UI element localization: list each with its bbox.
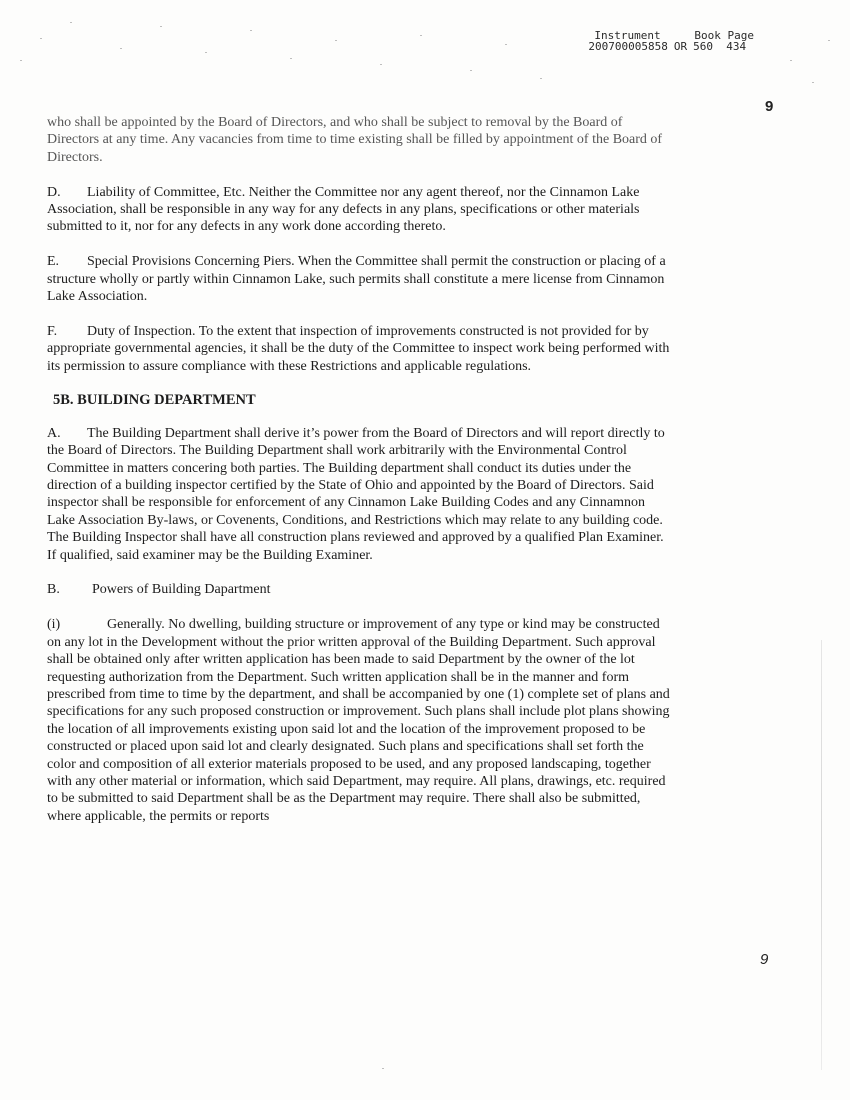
paragraph-e [47, 253, 675, 305]
stamp-book-page: 560 434 [693, 40, 747, 53]
stamp-book-type: OR [673, 40, 688, 53]
paragraph-d-label: D. [47, 184, 61, 200]
stamp-instrument-number: 200700005858 [588, 40, 668, 53]
stamp-instrument-label: Instrument [594, 29, 661, 42]
paragraph-e-label: E. [47, 254, 60, 270]
document-body [47, 114, 675, 843]
paragraph-e-text: Special Provisions Concerning Piers. When the Committee shall permit the construction or placing of a structure wholly or partly within Cinnamon Lake, such permits shall constitute a mere license from Cinnamon Lake Association. [47, 254, 666, 305]
recording-stamp [588, 30, 754, 52]
scan-edge-line [821, 640, 822, 1070]
paragraph-b-text: Powers of Building Dapartment [92, 582, 271, 598]
paragraph-a-text: The Building Department shall derive it’s power from the Board of Directors and will report directly to the Board of Directors. The Building Department shall work arbitrarily with the Environmental Control Committee in matters concering both parties. The Building department shall conduct its duties under the direction of a building inspector certified by the State of Ohio and appointed by the Board of Directors. Said inspector shall be responsible for enforcement of any Cinnamon Lake Building Codes and any Cinnamnon Lake Association By-laws, or Covenents, Conditions, and Restrictions which may relate to any building code. The Building Inspector shall have all construction plans reviewed and approved by a qualified Plan Examiner. If qualified, said examiner may be the Building Examiner. [47, 425, 665, 563]
paragraph-i-label: (i) [47, 617, 61, 633]
paragraph-f-text: Duty of Inspection. To the extent that inspection of improvements constructed is not provided for by appropriate governmental agencies, it shall be the duty of the Committee to inspect work being performed with its permission to assure compliance with these Restrictions and applicable regulations. [47, 323, 670, 374]
paragraph-a-label: A. [47, 425, 61, 441]
paragraph-f-label: F. [47, 323, 58, 339]
paragraph-i-text: Generally. No dwelling, building structure or improvement of any type or kind may be constructed on any lot in the Development without the prior written approval of the Building Department. Such approval shall be obtained only after written application has been made to said Department by the owner of the lot requesting authorization from the Department. Such written application shall be in the manner and form prescribed from time to time by the department, and shall be accompanied by one (1) complete set of plans and specifications for any such proposed construction or improvement. Such plans shall include plot plans showing the location of all improvements existing upon said lot and the location of the improvement proposed to be constructed or placed upon said lot and clearly designated. Such plans and specifications shall set forth the color and composition of all exterior materials proposed to be used, and any proposed landscaping, together with any other material or information, which said Department, may require. All plans, drawings, etc. required to be submitted to said Department shall be as the Department may require. There shall also be submitted, where applicable, the permits or reports [47, 617, 670, 824]
paragraph-a [47, 425, 675, 564]
stamp-book-page-label: Book Page [694, 29, 754, 42]
paragraph-d-text: Liability of Committee, Etc. Neither the Committee nor any agent thereof, nor the Cinnamon Lake Association, shall be responsible in any way for any defects in any plans, specifications or other materials submitted to it, nor for any defects in any work done according thereto. [47, 184, 640, 235]
continuation-paragraph: who shall be appointed by the Board of Directors, and who shall be subject to removal by the Board of Directors at any time. Any vacancies from time to time existing shall be filled by appointment of the Board of Directors. [47, 115, 663, 165]
paragraph-f [47, 323, 675, 375]
page-number-bottom: 9 [760, 951, 769, 968]
paragraph-d [47, 184, 675, 236]
paragraph-b [47, 581, 675, 598]
page-number-top: 9 [765, 98, 774, 115]
paragraph-i [47, 616, 675, 825]
paragraph-b-label: B. [47, 582, 60, 598]
section-heading: 5B. BUILDING DEPARTMENT [53, 392, 256, 409]
